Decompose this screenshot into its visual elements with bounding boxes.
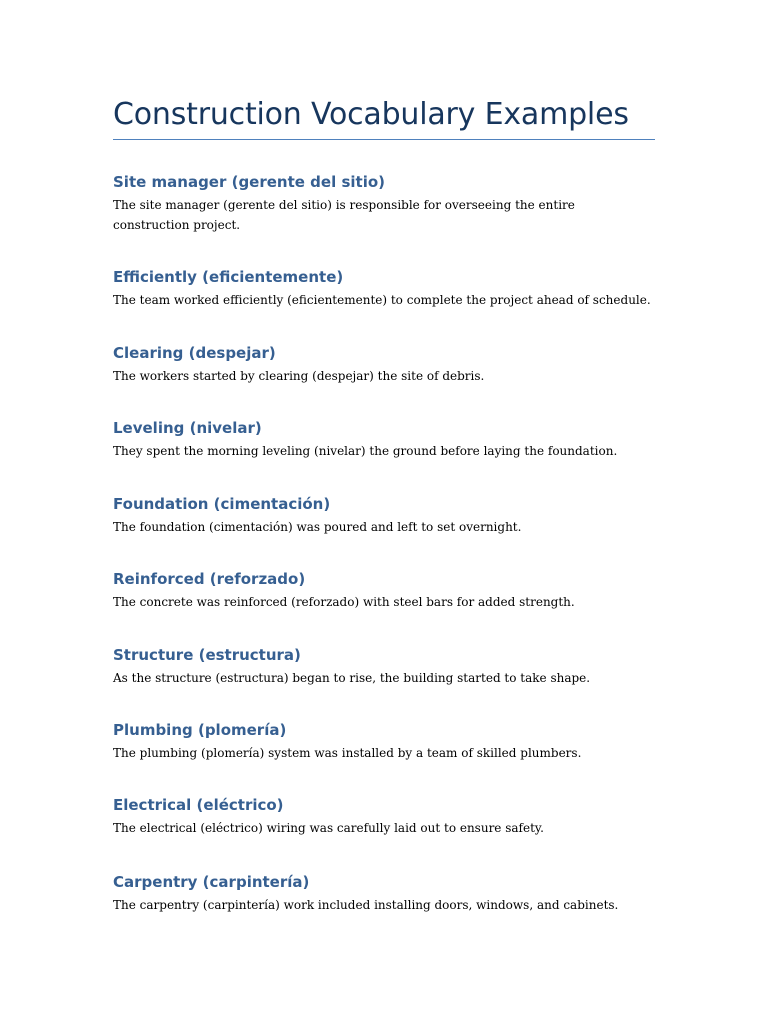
entry-heading: Foundation (cimentación) xyxy=(113,495,331,513)
entry-heading: Electrical (eléctrico) xyxy=(113,796,284,814)
entry-heading: Carpentry (carpintería) xyxy=(113,873,310,891)
vocab-entry xyxy=(113,645,655,688)
entry-heading: Plumbing (plomería) xyxy=(113,721,287,739)
entry-text: The electrical (eléctrico) wiring was carefully laid out to ensure safety. xyxy=(113,821,544,835)
entry-heading: Structure (estructura) xyxy=(113,646,301,664)
entry-heading: Efficiently (eficientemente) xyxy=(113,268,344,286)
entry-heading: Reinforced (reforzado) xyxy=(113,570,306,588)
entry-heading: Site manager (gerente del sitio) xyxy=(113,173,385,191)
vocab-entry xyxy=(113,720,655,763)
entry-text: The site manager (gerente del sitio) is responsible for overseeing the entire construction project. xyxy=(113,198,575,232)
vocab-entry xyxy=(113,795,655,838)
entry-heading: Leveling (nivelar) xyxy=(113,419,262,437)
vocab-entry xyxy=(113,172,655,235)
entry-text: The carpentry (carpintería) work included installing doors, windows, and cabinets. xyxy=(113,898,619,912)
entry-text: The concrete was reinforced (reforzado) with steel bars for added strength. xyxy=(113,595,575,609)
vocab-entry xyxy=(113,569,655,612)
entry-text: They spent the morning leveling (nivelar) the ground before laying the foundation. xyxy=(113,444,618,458)
entry-text: The foundation (cimentación) was poured and left to set overnight. xyxy=(113,520,522,534)
vocab-entry xyxy=(113,343,655,386)
entry-text: As the structure (estructura) began to rise, the building started to take shape. xyxy=(113,671,591,685)
vocab-entry xyxy=(113,494,655,537)
vocab-entry xyxy=(113,872,655,915)
page-title: Construction Vocabulary Examples xyxy=(113,97,629,132)
entry-text: The workers started by clearing (despejar) the site of debris. xyxy=(113,369,485,383)
vocab-entry xyxy=(113,267,655,310)
title-divider xyxy=(113,139,655,140)
entry-heading: Clearing (despejar) xyxy=(113,344,276,362)
entry-text: The plumbing (plomería) system was installed by a team of skilled plumbers. xyxy=(113,746,582,760)
vocab-entry xyxy=(113,418,655,461)
entry-text: The team worked efficiently (eficientemente) to complete the project ahead of schedule. xyxy=(113,293,651,307)
